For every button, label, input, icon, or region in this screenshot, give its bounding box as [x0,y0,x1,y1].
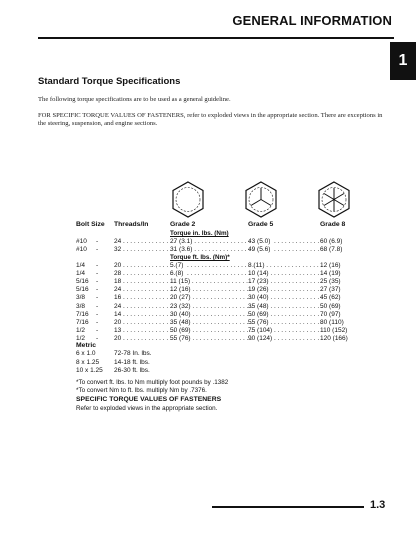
torque-ft-size-cell: 5/16 [76,286,89,294]
metric-value-cell: 72-78 In. lbs. [114,350,152,357]
torque-ft-g5-cell: 75 (104) . . . . . . . . . . . . . . [248,326,323,334]
header-grade-2: Grade 2 [170,221,196,228]
torque-ft-g8-cell: 12 (16) [320,262,341,269]
grade-5-bolt-head-icon [243,180,279,220]
torque-ft-threads-cell: 18 . . . . . . . . . . . . . . . [114,278,176,286]
torque-ft-g2-cell: 11 (15) . . . . . . . . . . . . . . . . . [170,278,252,286]
torque-in-g8-cell: 60 (6.9) [320,238,343,245]
intro-text: The following torque specifications are to be used as a general guideline. [38,96,231,103]
torque-ft-sep-cell: - [96,334,99,342]
subhead-in-lbs: Torque in. lbs. (Nm) [170,230,229,237]
torque-in-sep-cell: - [96,238,99,245]
torque-ft-g5-cell: 90 (124) . . . . . . . . . . . . . . [248,334,323,342]
torque-ft-size-cell: 3/8 [76,294,86,302]
torque-ft-size-cell: 1/4 [76,270,86,278]
torque-ft-size-cell: 1/4 [76,262,86,269]
grade-8-bolt-head-icon [316,180,352,220]
torque-ft-g5-cell: 55 (76) . . . . . . . . . . . . . . . [248,318,323,326]
torque-in-threads-cell: 32 . . . . . . . . . . . . . . . [114,246,176,253]
fastener-note: FOR SPECIFIC TORQUE VALUES OF FASTENERS, refer to exploded views in the appropriate section. There are exceptions in the steering, suspension, and engine sections. [38,112,383,128]
torque-in-g8-cell: 68 (7.8) [320,246,343,253]
torque-ft-sep-cell: - [96,318,99,326]
torque-ft-sep-cell: - [96,262,99,269]
torque-ft-size-cell: 7/16 [76,310,89,318]
footer-rule [212,506,364,508]
conversion-note-2: *To convert Nm to ft. lbs. multiply Nm by .7376. [76,387,207,394]
torque-ft-sep-cell: - [96,278,99,286]
specific-torque-title: SPECIFIC TORQUE VALUES OF FASTENERS [76,396,222,403]
torque-ft-threads-cell: 14 . . . . . . . . . . . . . . . [114,310,176,318]
header-bolt-size: Bolt Size [76,221,105,228]
torque-ft-g8-cell: 120 (166) [320,334,348,342]
torque-ft-threads-cell: 20 . . . . . . . . . . . . . . . [114,318,176,326]
torque-ft-g8-cell: 27 (37) [320,286,341,294]
metric-value-cell: 26-30 ft. lbs. [114,367,150,374]
header-threads: Threads/In [114,221,149,228]
torque-ft-threads-cell: 28 . . . . . . . . . . . . . . . [114,270,176,278]
metric-value-cell: 14-18 ft. lbs. [114,358,150,366]
torque-in-g5-cell: 43 (5.0) . . . . . . . . . . . . . [248,238,320,245]
torque-ft-g8-cell: 25 (35) [320,278,341,286]
torque-ft-g8-cell: 80 (110) [320,318,344,326]
metric-title: Metric [76,342,97,349]
torque-ft-sep-cell: - [96,310,99,318]
torque-ft-g2-cell: 12 (16) . . . . . . . . . . . . . . . . . [170,286,252,294]
header-grade-5: Grade 5 [248,221,274,228]
torque-in-threads-cell: 24 . . . . . . . . . . . . . . . [114,238,176,245]
torque-ft-sep-cell: - [96,286,99,294]
torque-in-g2-cell: 31 (3.6) . . . . . . . . . . . . . . . . . [170,246,254,253]
torque-ft-g8-cell: 110 (152) [320,326,348,334]
torque-ft-sep-cell: - [96,326,99,334]
torque-in-g5-cell: 49 (5.6) . . . . . . . . . . . . . [248,246,320,253]
metric-size-cell: 6 x 1.0 [76,350,96,357]
metric-size-cell: 10 x 1.25 [76,367,103,374]
torque-ft-threads-cell: 24 . . . . . . . . . . . . . . . [114,286,176,294]
torque-ft-g5-cell: 8 (11) . . . . . . . . . . . . . . . . [248,262,323,269]
torque-ft-g5-cell: 30 (40) . . . . . . . . . . . . . . . [248,294,323,302]
torque-ft-g2-cell: 35 (48) . . . . . . . . . . . . . . . . . [170,318,252,326]
header-grade-8: Grade 8 [320,221,346,228]
torque-ft-sep-cell: - [96,294,99,302]
torque-in-g2-cell: 27 (3.1) . . . . . . . . . . . . . . . . . [170,238,254,245]
torque-in-size-cell: #10 [76,238,87,245]
chapter-tab: 1 [390,42,416,80]
torque-in-size-cell: #10 [76,246,87,253]
torque-ft-g2-cell: 50 (69) . . . . . . . . . . . . . . . . . [170,326,252,334]
chapter-header-title: GENERAL INFORMATION [232,13,392,28]
torque-ft-threads-cell: 16 . . . . . . . . . . . . . . . [114,294,176,302]
torque-ft-g5-cell: 35 (48) . . . . . . . . . . . . . . . [248,302,323,310]
subhead-ft-lbs: Torque ft. lbs. (Nm)* [170,254,230,261]
torque-ft-threads-cell: 24 . . . . . . . . . . . . . . . [114,302,176,310]
torque-ft-threads-cell: 20 . . . . . . . . . . . . . . . [114,262,176,269]
grade-2-bolt-head-icon [170,180,206,220]
torque-ft-g8-cell: 14 (19) [320,270,341,278]
torque-ft-g8-cell: 70 (97) [320,310,341,318]
conversion-note-1: *To convert ft. lbs. to Nm multiply foot pounds by .1382 [76,379,229,386]
torque-ft-g5-cell: 50 (69) . . . . . . . . . . . . . . . [248,310,323,318]
torque-ft-g2-cell: 55 (76) . . . . . . . . . . . . . . . . . [170,334,252,342]
header-rule [38,37,394,39]
torque-ft-g2-cell: 23 (32) . . . . . . . . . . . . . . . . . [170,302,252,310]
torque-ft-g2-cell: 5 (7) . . . . . . . . . . . . . . . . . . . [170,262,254,269]
torque-ft-size-cell: 1/2 [76,326,86,334]
torque-ft-size-cell: 5/16 [76,278,89,286]
torque-ft-g2-cell: 6 (8) . . . . . . . . . . . . . . . . . . . [170,270,254,278]
torque-ft-sep-cell: - [96,270,99,278]
torque-ft-threads-cell: 13 . . . . . . . . . . . . . . . [114,326,176,334]
torque-ft-size-cell: 7/16 [76,318,89,326]
torque-ft-g8-cell: 50 (69) [320,302,341,310]
page-number: 1.3 [370,499,386,511]
section-title: Standard Torque Specifications [38,76,181,87]
torque-ft-g5-cell: 19 (26) . . . . . . . . . . . . . . . [248,286,323,294]
torque-ft-threads-cell: 20 . . . . . . . . . . . . . . . [114,334,176,342]
torque-ft-g2-cell: 20 (27) . . . . . . . . . . . . . . . . . [170,294,252,302]
torque-ft-sep-cell: - [96,302,99,310]
torque-ft-size-cell: 3/8 [76,302,86,310]
torque-ft-size-cell: 1/2 [76,334,86,342]
metric-size-cell: 8 x 1.25 [76,358,100,366]
torque-in-sep-cell: - [96,246,99,253]
torque-ft-g5-cell: 17 (23) . . . . . . . . . . . . . . . [248,278,323,286]
torque-ft-g5-cell: 10 (14) . . . . . . . . . . . . . . . [248,270,323,278]
torque-ft-g8-cell: 45 (62) [320,294,341,302]
torque-ft-g2-cell: 30 (40) . . . . . . . . . . . . . . . . . [170,310,252,318]
specific-torque-text: Refer to exploded views in the appropriate section. [76,405,218,412]
